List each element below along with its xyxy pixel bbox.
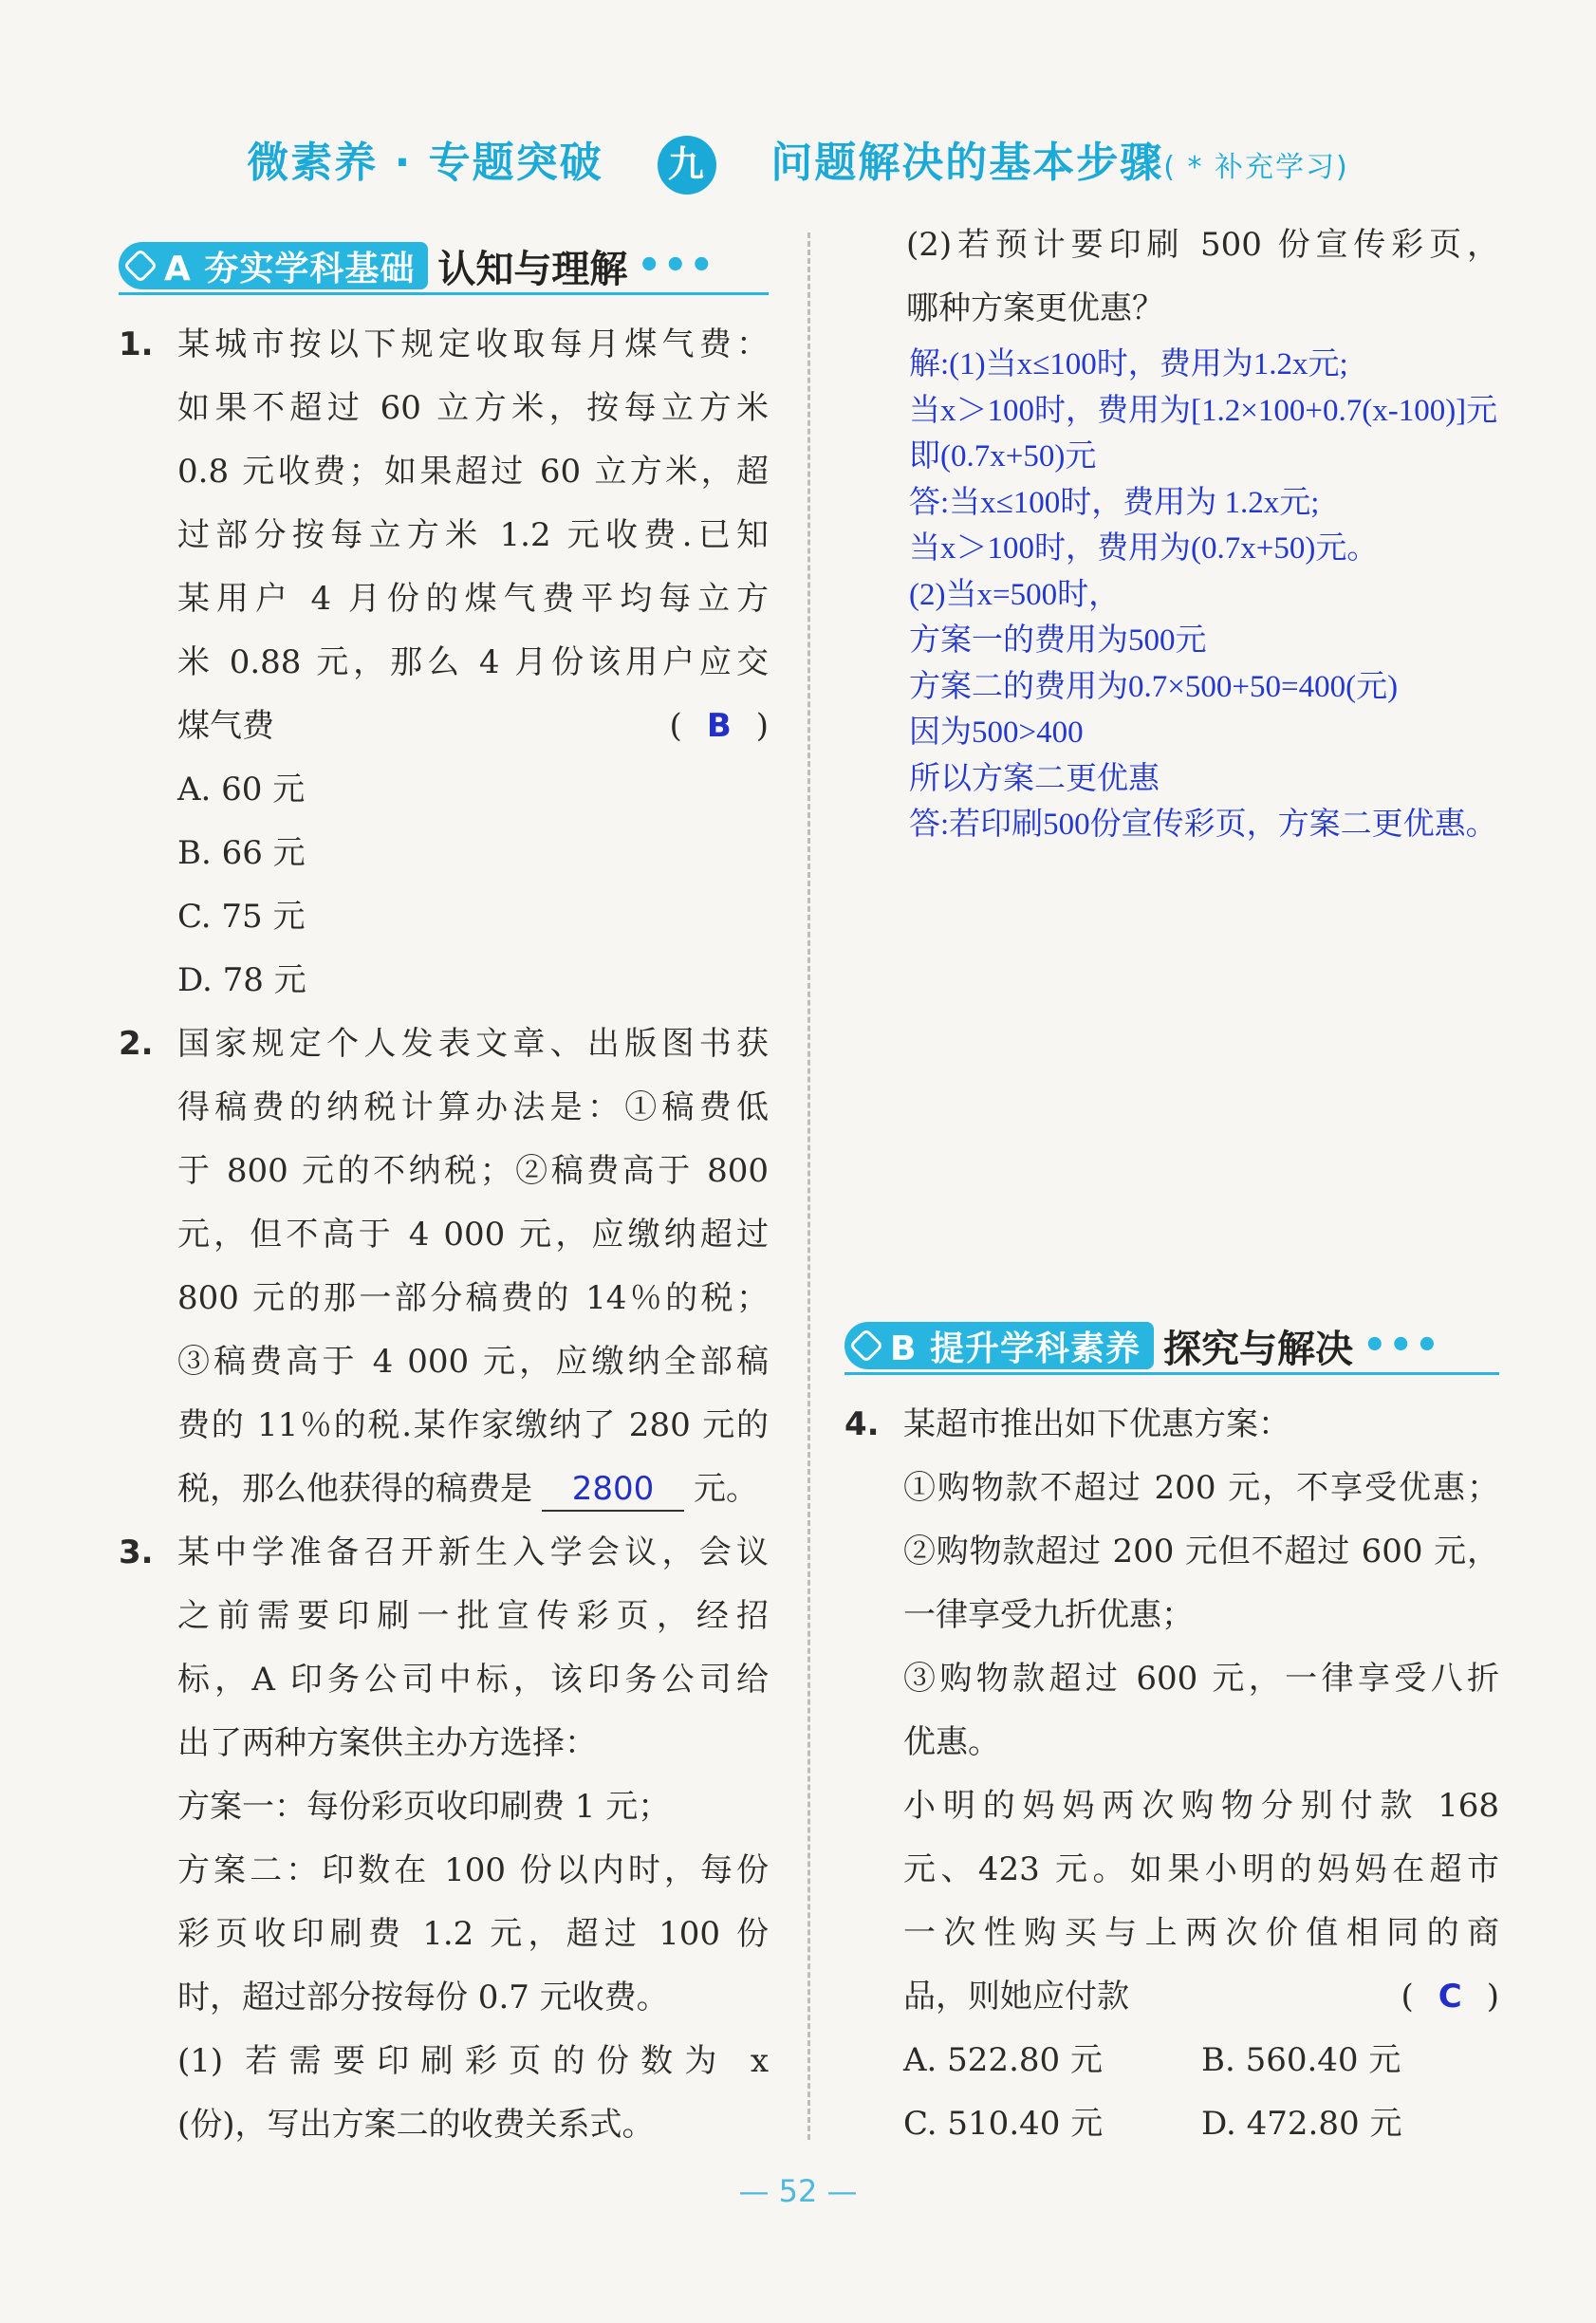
section-a-tag	[119, 242, 428, 289]
question-text: 税，那么他获得的稿费是	[177, 1470, 532, 1508]
paren-open: (	[1401, 1978, 1414, 2016]
solution-line: 当x＞100时，费用为[1.2×100+0.7(x-100)]元	[909, 393, 1498, 428]
question-line: 0.8 元收费；如果超过 60 立方米，超	[177, 453, 769, 491]
question-line: 小明的妈妈两次购物分别付款 168	[903, 1787, 1499, 1825]
question-line: 如果不超过 60 立方米，按每立方米	[177, 389, 769, 427]
page-title	[0, 128, 1596, 195]
option-c: C. 75 元	[177, 898, 306, 936]
section-b-title: 探究与解决	[1162, 1327, 1353, 1371]
option-a: A. 522.80 元	[903, 2041, 1103, 2079]
header-sub: ( * 补充学习)	[1163, 151, 1349, 184]
solution-line: 即(0.7x+50)元	[909, 439, 1097, 474]
answer-paren	[670, 695, 769, 758]
option-a: A. 60 元	[177, 771, 306, 808]
option-c: C. 510.40 元	[903, 2105, 1104, 2143]
question-3	[119, 1521, 769, 2157]
question-line: 某中学准备召开新生入学会议，会议	[177, 1533, 769, 1571]
answer-mark: B	[706, 707, 732, 745]
question-line: 煤气费	[177, 707, 274, 745]
question-line: (2)若预计要印刷 500 份宣传彩页，	[906, 226, 1499, 264]
question-line: 方案二：印数在 100 份以内时，每份	[177, 1851, 769, 1889]
section-b-tag	[844, 1322, 1154, 1369]
question-4	[844, 1393, 1499, 2156]
section-a-header	[119, 239, 715, 292]
solution-line: 解:(1)当x≤100时，费用为1.2x元;	[909, 347, 1348, 381]
question-line: (份)，写出方案二的收费关系式。	[177, 2106, 655, 2144]
question-line-last	[177, 1458, 769, 1521]
options-row	[903, 2029, 1499, 2092]
question-number: 3.	[119, 1533, 154, 1571]
question-line: 优惠。	[903, 1723, 1000, 1761]
question-line: 800 元的那一部分稿费的 14％的税；	[177, 1279, 769, 1317]
paren-close: )	[755, 707, 769, 745]
question-line: ③购物款超过 600 元，一律享受八折	[903, 1660, 1499, 1698]
question-1	[119, 313, 769, 1013]
question-line: 某超市推出如下优惠方案：	[903, 1405, 1290, 1443]
solution-line: 当x＞100时，费用为(0.7x+50)元。	[909, 531, 1379, 566]
question-line: ①购物款不超过 200 元，不享受优惠；	[903, 1469, 1499, 1507]
section-a-title: 认知与理解	[437, 247, 628, 291]
question-line: 之前需要印刷一批宣传彩页，经招	[177, 1597, 769, 1635]
question-line: 方案一：每份彩页收印刷费 1 元；	[177, 1788, 671, 1826]
solution-line: 所以方案二更优惠	[909, 761, 1160, 796]
solution-line: 答:若印刷500份宣传彩页，方案二更优惠。	[909, 808, 1497, 842]
section-a-underline	[119, 292, 769, 295]
question-line: ③稿费高于 4 000 元，应缴纳全部稿	[177, 1343, 769, 1381]
header-left: 微素养 · 专题突破	[247, 139, 603, 187]
solution-line: (2)当x=500时，	[909, 577, 1121, 612]
tag-icon	[849, 1329, 884, 1364]
section-a-tag-label: A 夯实学科基础	[164, 249, 416, 288]
question-line: 费的 11％的税.某作家缴纳了 280 元的	[177, 1406, 769, 1444]
question-line-last	[903, 1965, 1499, 2029]
question-line: 时，超过部分按每份 0.7 元收费。	[177, 1979, 669, 2016]
tag-icon	[123, 249, 158, 284]
option-b: B. 560.40 元	[1201, 2041, 1401, 2079]
page-number: — 52 —	[738, 2173, 858, 2209]
solution-line: 答:当x≤100时，费用为 1.2x元;	[909, 485, 1320, 520]
right-column-top	[906, 214, 1499, 341]
question-number: 1.	[119, 325, 154, 363]
question-line: 标，A 印务公司中标，该印务公司给	[177, 1661, 769, 1699]
question-number: 2.	[119, 1025, 154, 1063]
section-b-header	[844, 1319, 1441, 1372]
option-b: B. 66 元	[177, 834, 306, 872]
solution-line: 方案一的费用为500元	[909, 623, 1207, 658]
solution-line: 因为500>400	[909, 715, 1084, 750]
question-line: 一律享受九折优惠；	[903, 1596, 1194, 1634]
question-line: 出了两种方案供主办方选择：	[177, 1724, 597, 1762]
question-line: 得稿费的纳税计算办法是：①稿费低	[177, 1088, 769, 1126]
chapter-badge: 九	[658, 136, 716, 195]
column-divider	[807, 232, 810, 2140]
options-row	[903, 2092, 1499, 2156]
solution-block	[909, 342, 1497, 848]
answer-value: 2800	[571, 1470, 655, 1508]
solution-line: 方案二的费用为0.7×500+50=400(元)	[909, 669, 1399, 704]
question-line: (1) 若需要印刷彩页的份数为 x	[177, 2042, 769, 2080]
right-column-bottom	[844, 1393, 1499, 2156]
question-line: 哪种方案更优惠？	[906, 289, 1164, 327]
question-line: ②购物款超过 200 元但不超过 600 元，	[903, 1533, 1499, 1570]
question-line: 彩页收印刷费 1.2 元，超过 100 份	[177, 1915, 769, 1953]
answer-paren	[1401, 1965, 1499, 2029]
answer-blank	[542, 1468, 684, 1512]
option-d: D. 78 元	[177, 961, 306, 999]
left-column	[119, 313, 769, 2157]
paren-close: )	[1486, 1978, 1499, 2016]
section-a-dots: •••	[637, 244, 716, 288]
question-text: 元。	[694, 1470, 758, 1508]
question-line: 元，但不高于 4 000 元，应缴纳超过	[177, 1216, 769, 1254]
header-right: 问题解决的基本步骤	[770, 139, 1164, 187]
question-line-last	[177, 695, 769, 758]
question-line: 元、423 元。如果小明的妈妈在超市	[903, 1850, 1499, 1888]
question-line: 过部分按每立方米 1.2 元收费.已知	[177, 516, 769, 554]
paren-open: (	[669, 707, 682, 745]
question-2	[119, 1013, 769, 1521]
question-line: 米 0.88 元，那么 4 月份该用户应交	[177, 643, 769, 681]
question-line: 某用户 4 月份的煤气费平均每立方	[177, 580, 769, 618]
question-line: 品，则她应付款	[903, 1978, 1129, 2016]
question-line: 某城市按以下规定收取每月煤气费：	[177, 325, 769, 363]
section-b-underline	[844, 1372, 1499, 1375]
question-line: 一次性购买与上两次价值相同的商	[903, 1914, 1499, 1952]
question-line: 国家规定个人发表文章、出版图书获	[177, 1025, 769, 1063]
question-line: 于 800 元的不纳税；②稿费高于 800	[177, 1152, 769, 1190]
question-number: 4.	[844, 1405, 880, 1443]
answer-mark: C	[1438, 1978, 1462, 2016]
section-b-dots: •••	[1362, 1324, 1441, 1367]
section-b-tag-label: B 提升学科素养	[890, 1329, 1141, 1368]
option-d: D. 472.80 元	[1201, 2105, 1402, 2143]
